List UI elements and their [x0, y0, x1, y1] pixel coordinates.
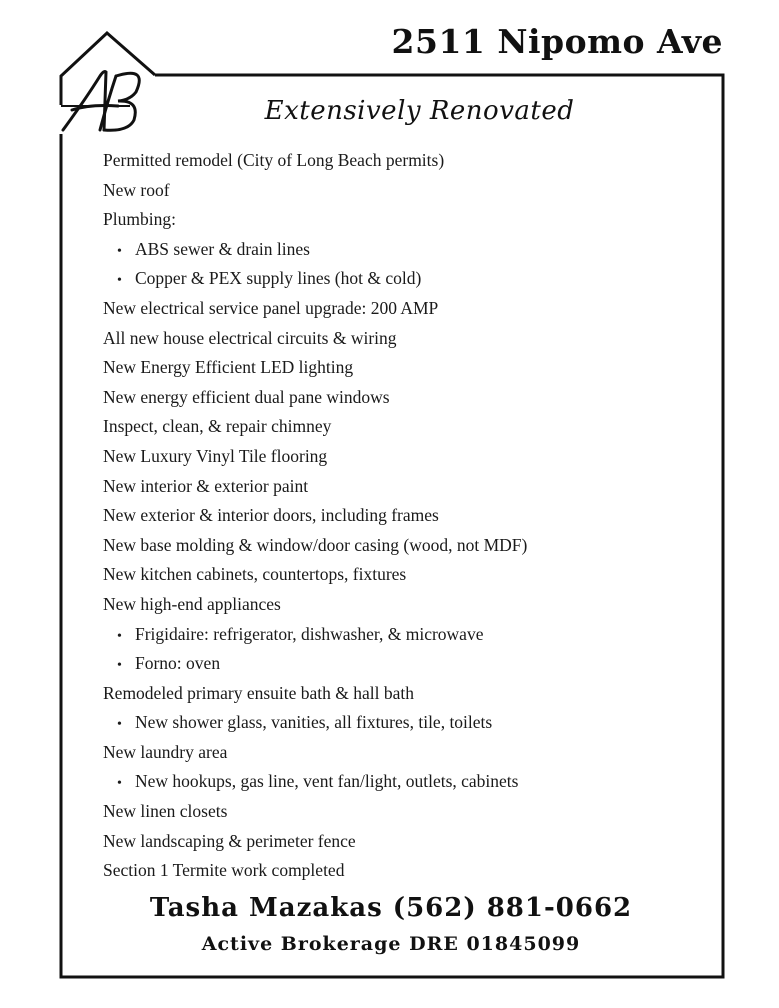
feature-item: [103, 442, 527, 472]
feature-item: [103, 383, 527, 413]
feature-item: [103, 176, 527, 206]
feature-subitem: [103, 708, 527, 738]
agent-contact: Tasha Mazakas (562) 881-0662: [149, 893, 633, 923]
feature-subitem: [103, 264, 527, 294]
feature-text: New shower glass, vanities, all fixtures, tile, toilets: [135, 712, 493, 733]
brokerage-license: Active Brokerage DRE 01845099: [201, 933, 581, 955]
feature-text: New electrical service panel upgrade: 200 AMP: [103, 297, 439, 318]
feature-text: Plumbing:: [103, 209, 176, 230]
feature-item: [103, 353, 527, 383]
feature-text: Forno: oven: [135, 653, 221, 674]
feature-item: [103, 560, 527, 590]
feature-item: [103, 797, 527, 827]
headline: Extensively Renovated: [264, 96, 575, 126]
feature-text: Permitted remodel (City of Long Beach permits): [103, 150, 445, 170]
feature-text: New landscaping & perimeter fence: [103, 830, 356, 851]
feature-text: New energy efficient dual pane windows: [103, 386, 390, 407]
feature-item: [103, 472, 527, 502]
feature-text: New high-end appliances: [103, 593, 281, 614]
feature-text: New linen closets: [103, 801, 228, 822]
feature-text: Copper & PEX supply lines (hot & cold): [135, 268, 422, 289]
feature-text: New base molding & window/door casing (wood, not MDF): [103, 534, 528, 555]
bullet-icon: •: [117, 628, 122, 644]
feature-item: [103, 827, 527, 857]
feature-text: Inspect, clean, & repair chimney: [103, 416, 332, 437]
feature-text: Section 1 Termite work completed: [103, 860, 345, 881]
feature-subitem: [103, 767, 527, 797]
feature-item: [103, 856, 527, 886]
house-roof-outline: [61, 33, 155, 105]
feature-item: [103, 205, 527, 235]
bullet-icon: •: [117, 776, 122, 792]
feature-item: [103, 679, 527, 709]
feature-text: New exterior & interior doors, including frames: [103, 505, 439, 526]
feature-item: [103, 738, 527, 768]
feature-item: [103, 412, 527, 442]
feature-item: [103, 501, 527, 531]
bullet-icon: •: [117, 273, 122, 289]
feature-text: New laundry area: [103, 741, 228, 762]
feature-item: [103, 531, 527, 561]
feature-text: New Energy Efficient LED lighting: [103, 357, 354, 378]
bullet-icon: •: [117, 658, 122, 674]
feature-item: [103, 590, 527, 620]
feature-item: [103, 146, 527, 176]
feature-item: [103, 324, 527, 354]
feature-text: Remodeled primary ensuite bath & hall bath: [103, 682, 415, 703]
feature-text: New hookups, gas line, vent fan/light, outlets, cabinets: [135, 771, 519, 792]
feature-text: New Luxury Vinyl Tile flooring: [103, 445, 328, 466]
property-address: 2511 Nipomo Ave: [391, 22, 723, 61]
bullet-icon: •: [117, 243, 122, 259]
feature-subitem: [103, 649, 527, 679]
feature-text: ABS sewer & drain lines: [135, 238, 310, 259]
feature-subitem: [103, 235, 527, 265]
feature-text: New kitchen cabinets, countertops, fixtures: [103, 564, 407, 585]
feature-item: [103, 294, 527, 324]
feature-text: Frigidaire: refrigerator, dishwasher, & microwave: [135, 623, 484, 644]
feature-text: New interior & exterior paint: [103, 475, 309, 496]
feature-text: All new house electrical circuits & wiring: [103, 327, 397, 348]
bullet-icon: •: [117, 717, 122, 733]
feature-subitem: [103, 620, 527, 650]
feature-list: [103, 146, 527, 886]
feature-text: New roof: [103, 179, 170, 200]
